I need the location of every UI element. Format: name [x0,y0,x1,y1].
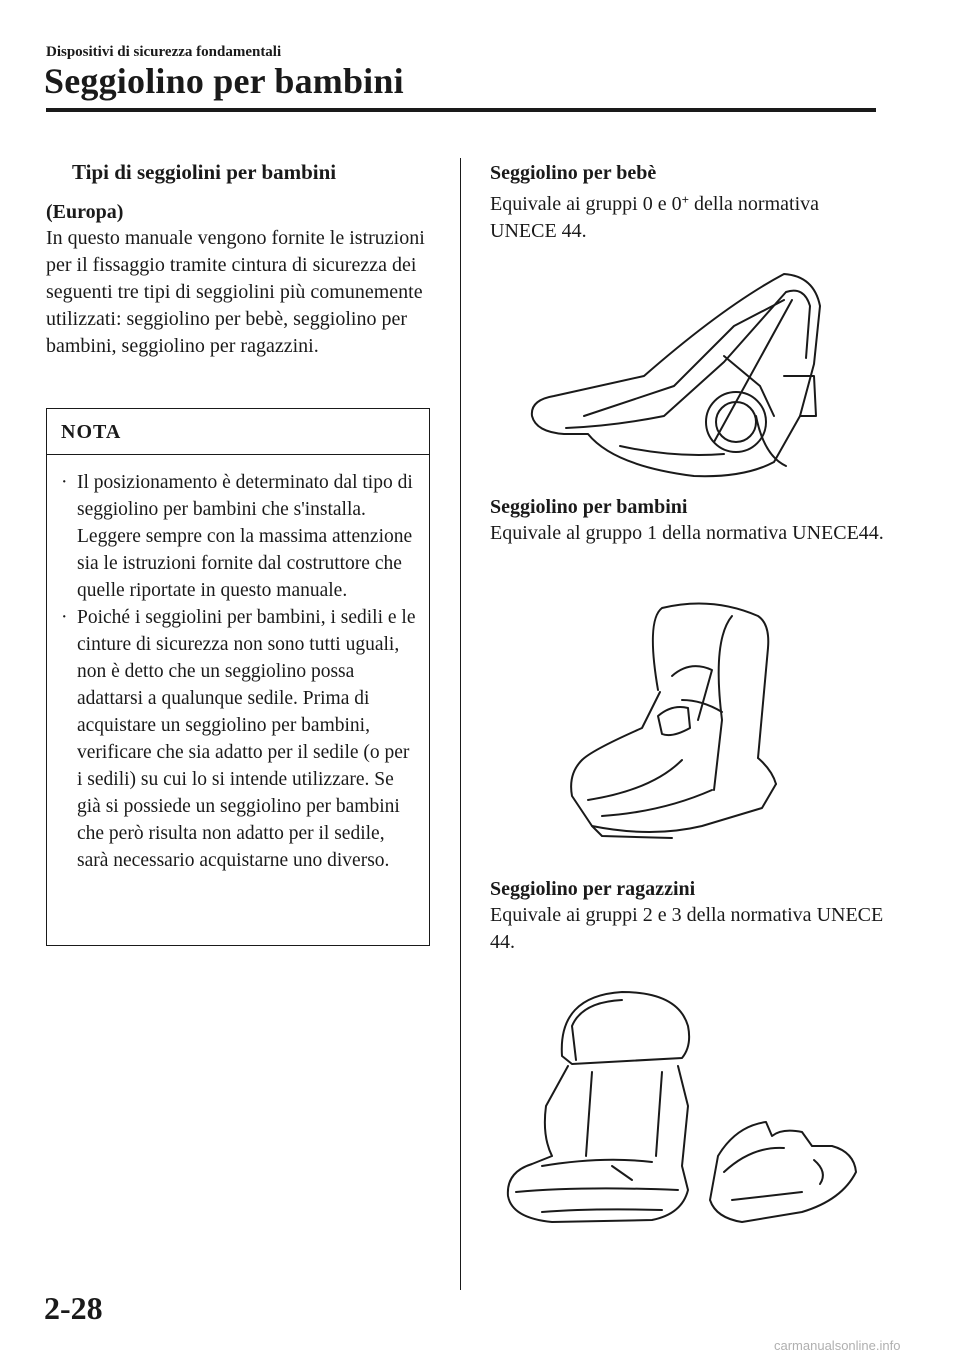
sub-heading: Tipi di seggiolini per bambini [72,160,337,184]
title-rule [46,108,876,112]
seat-description: Equivale ai gruppi 2 e 3 della normativa UNECE 44. [490,904,884,953]
seat-title: Seggiolino per ragazzini [490,878,696,900]
intro-paragraph: In questo manuale vengono fornite le istruzioni per il fissaggio tramite cintura di sicurezza dei seguenti tre tipi di seggiolini più comunemente utilizzati: seggiolino per bebè, seggiolino per bambini, seggiolino per ragazzini. [46,227,425,357]
booster-seat-illustration [502,986,862,1234]
column-divider [460,158,461,1290]
nota-list [47,455,429,874]
nota-item [59,469,419,604]
page-title: Seggiolino per bambini [44,61,404,101]
seat-section-baby [490,160,890,245]
nota-item-text: Il posizionamento è determinato dal tipo di seggiolino per bambini che s'installa. Leggere sempre con la massima attenzione sia le istruzioni fornite dal costruttore che quelle riportate in questo manuale. [77,472,413,601]
seat-description: Equivale al gruppo 1 della normativa UNECE44. [490,522,884,544]
watermark: carmanualsonline.info [774,1338,901,1353]
left-column [46,160,438,360]
nota-item [59,604,419,874]
nota-label: NOTA [47,409,429,455]
page-number: 2-28 [44,1290,103,1326]
seat-description: Equivale ai gruppi 0 e 0+ della normativa UNECE 44. [490,192,819,242]
seat-title: Seggiolino per bambini [490,496,688,518]
bullet-icon: · [61,472,68,493]
bullet-icon: · [61,607,68,628]
nota-item-text: Poiché i seggiolini per bambini, i sedili e le cinture di sicurezza non sono tutti uguali, non è detto che un seggiolino possa adattarsi a qualunque sedile. Prima di acquistare un seggiolino per bambini, verificare che sia adatto per il sedile (o per i sedili) su cui lo si intende utilizzare. Se già si possiede un seggiolino per bambini che però risulta non adatto per il sedile, sarà necessario acquistarne uno diverso. [77,607,416,871]
child-seat-illustration [562,600,790,844]
seat-title: Seggiolino per bebè [490,162,657,184]
seat-section-child [490,494,890,547]
section-label: Dispositivi di sicurezza fondamentali [46,44,282,60]
region-label: (Europa) [46,201,124,223]
baby-seat-illustration [524,266,840,482]
nota-box [46,408,430,946]
seat-section-booster [490,876,890,956]
